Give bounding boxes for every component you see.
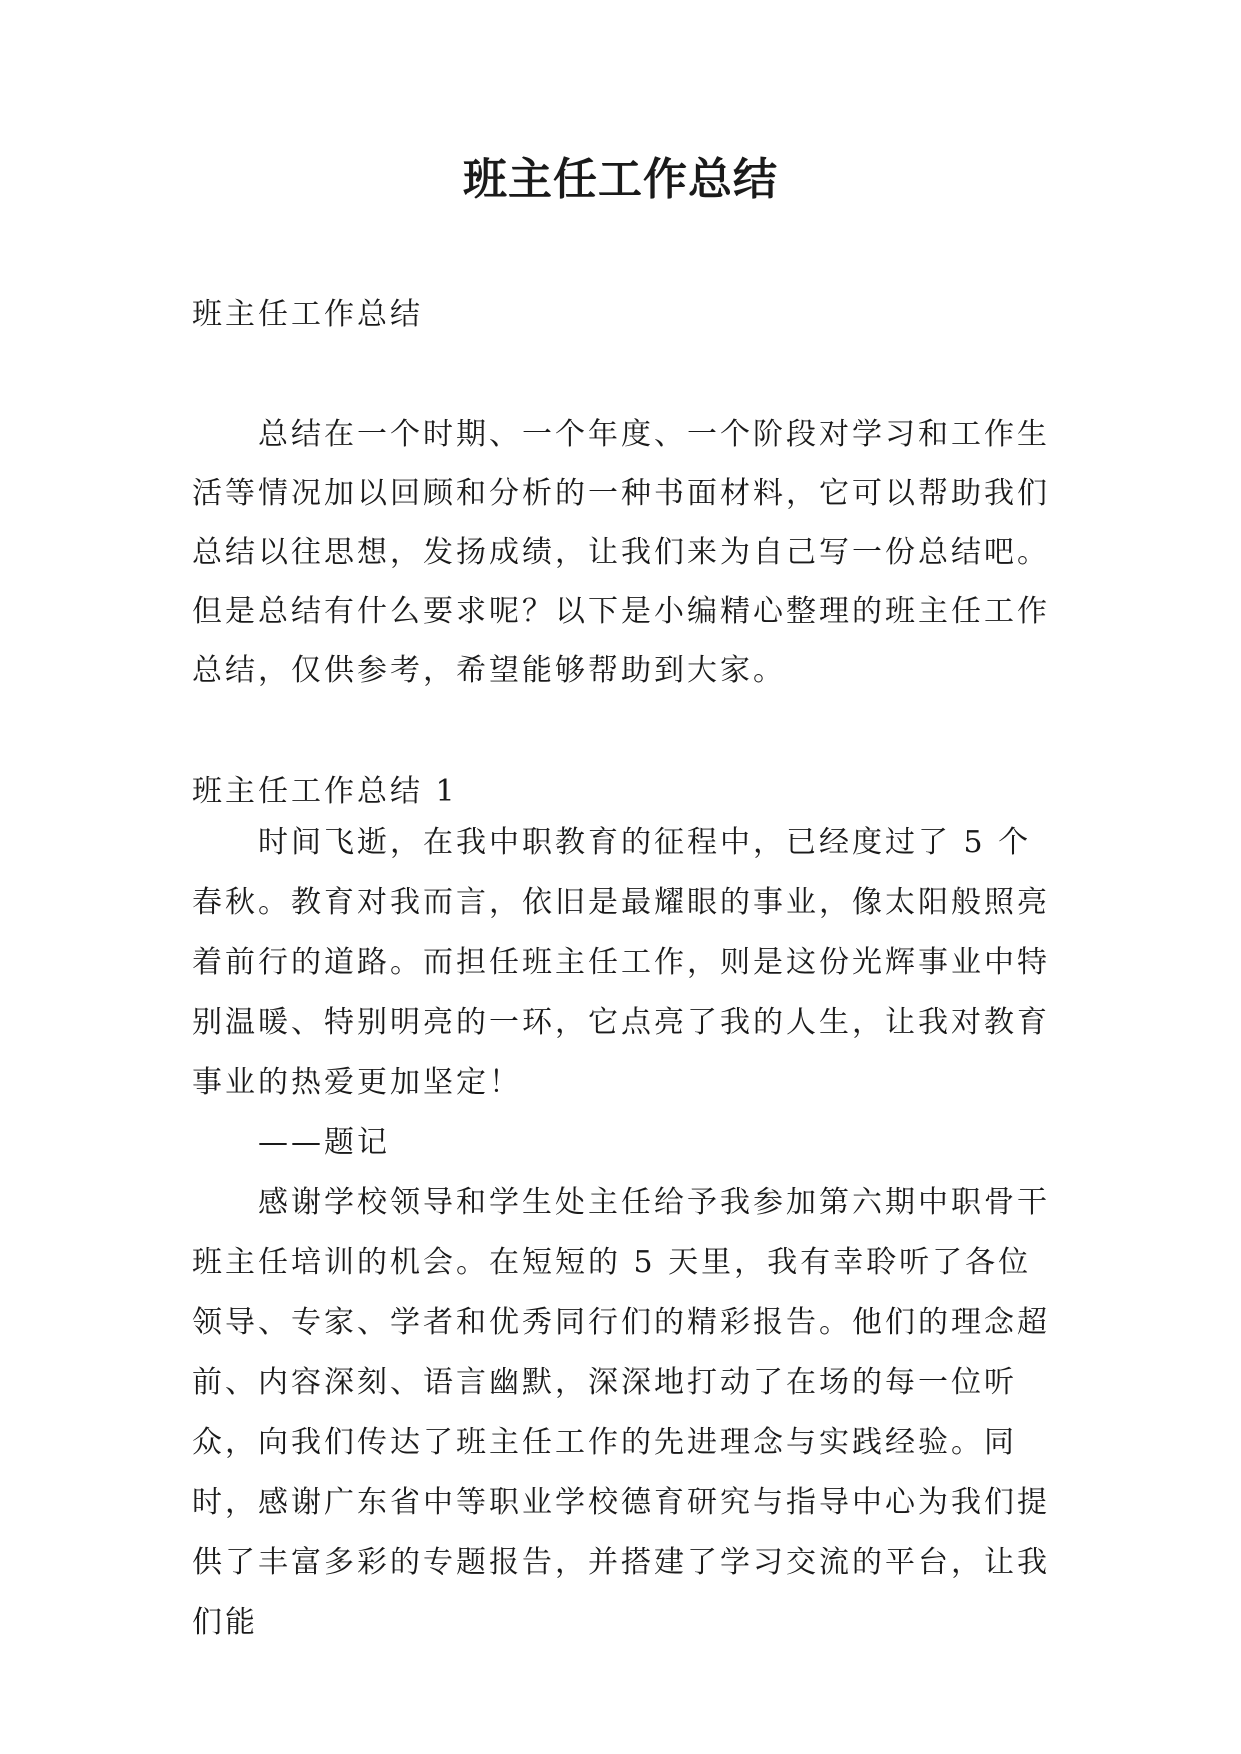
- section-paragraph-2: 感谢学校领导和学生处主任给予我参加第六期中职骨干班主任培训的机会。在短短的 5 天里，我有幸聆听了各位领导、专家、学者和优秀同行们的精彩报告。他们的理念超前、内容深刻、语言幽默，深深地打动了在场的每一位听众，向我们传达了班主任工作的先进理念与实践经验。同时，感谢广东省中等职业学校德育研究与指导中心为我们提供了丰富多彩的专题报告，并搭建了学习交流的平台，让我们能: [192, 1185, 1050, 1640]
- intro-paragraph: 总结在一个时期、一个年度、一个阶段对学习和工作生活等情况加以回顾和分析的一种书面材料，它可以帮助我们总结以往思想，发扬成绩，让我们来为自己写一份总结吧。但是总结有什么要求呢？以下是小编精心整理的班主任工作总结，仅供参考，希望能够帮助到大家。: [192, 417, 1050, 688]
- epigraph: ——题记: [258, 1125, 390, 1160]
- document-subtitle: 班主任工作总结: [192, 297, 423, 332]
- document-title: 班主任工作总结: [463, 154, 778, 205]
- section-body: [192, 813, 1062, 1653]
- section-heading: 班主任工作总结 1: [192, 774, 458, 809]
- intro-section: [192, 405, 1062, 700]
- section-paragraph-1: 时间飞逝，在我中职教育的征程中，已经度过了 5 个春秋。教育对我而言，依旧是最耀眼的事业，像太阳般照亮着前行的道路。而担任班主任工作，则是这份光辉事业中特别温暖、特别明亮的一环，它点亮了我的人生，让我对教育事业的热爱更加坚定！: [192, 825, 1050, 1100]
